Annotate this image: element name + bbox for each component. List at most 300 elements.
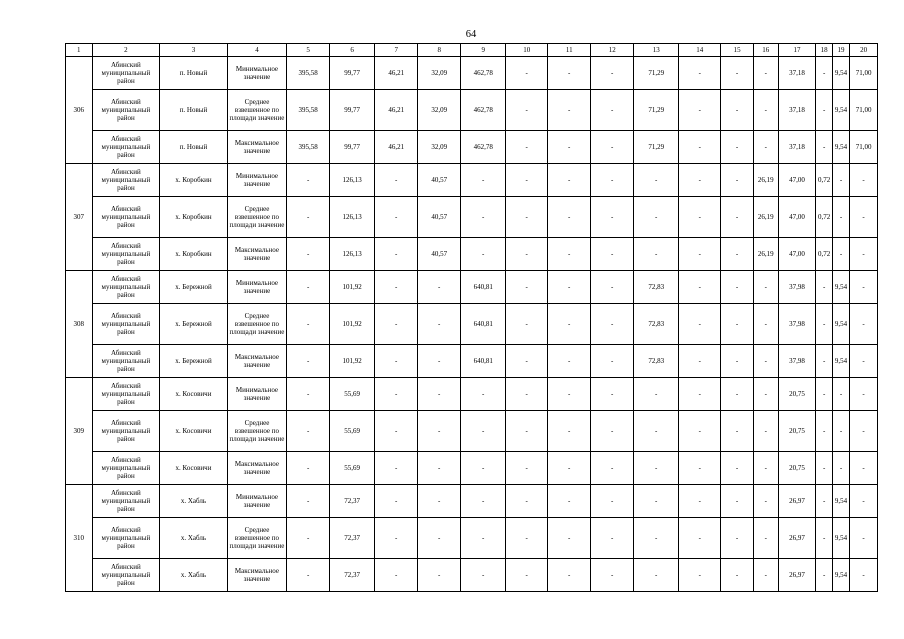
value-cell: 55,69 bbox=[330, 452, 375, 485]
value-type-cell: Среднее взвешенное по площади значение bbox=[227, 197, 286, 238]
value-cell: - bbox=[850, 304, 878, 345]
value-cell: - bbox=[287, 411, 330, 452]
value-cell: - bbox=[461, 518, 506, 559]
value-cell: 40,57 bbox=[418, 197, 461, 238]
value-cell: 47,00 bbox=[778, 238, 816, 271]
value-cell: 37,18 bbox=[778, 90, 816, 131]
row-id-cell: 309 bbox=[66, 378, 93, 485]
value-cell: 9,54 bbox=[832, 518, 849, 559]
value-type-cell: Среднее взвешенное по площади значение bbox=[227, 518, 286, 559]
value-cell: 72,37 bbox=[330, 518, 375, 559]
value-cell: - bbox=[850, 452, 878, 485]
value-cell: - bbox=[816, 57, 832, 90]
area-cell: Абинский муниципальный район bbox=[92, 57, 160, 90]
value-cell: 0,72 bbox=[816, 164, 832, 197]
area-cell: Абинский муниципальный район bbox=[92, 197, 160, 238]
value-cell: - bbox=[679, 131, 721, 164]
value-cell: 37,18 bbox=[778, 131, 816, 164]
value-cell: - bbox=[375, 485, 418, 518]
column-number-header: 2 bbox=[92, 44, 160, 57]
value-cell: - bbox=[679, 90, 721, 131]
value-cell: 26,19 bbox=[753, 164, 778, 197]
value-cell: - bbox=[721, 57, 754, 90]
value-cell: - bbox=[506, 238, 548, 271]
table-row bbox=[66, 345, 878, 378]
value-cell: - bbox=[548, 304, 591, 345]
value-cell: - bbox=[679, 345, 721, 378]
value-cell: 9,54 bbox=[832, 90, 849, 131]
value-cell: 55,69 bbox=[330, 411, 375, 452]
value-cell: - bbox=[816, 304, 832, 345]
value-cell: - bbox=[418, 304, 461, 345]
value-cell: 71,29 bbox=[634, 57, 679, 90]
value-cell: - bbox=[634, 164, 679, 197]
value-cell: 26,19 bbox=[753, 238, 778, 271]
value-cell: - bbox=[591, 518, 634, 559]
table-row bbox=[66, 197, 878, 238]
value-cell: - bbox=[375, 378, 418, 411]
column-number-row bbox=[66, 44, 878, 57]
value-cell: 462,78 bbox=[461, 90, 506, 131]
value-cell: - bbox=[721, 90, 754, 131]
value-cell: - bbox=[506, 518, 548, 559]
value-cell: - bbox=[721, 271, 754, 304]
value-cell: - bbox=[506, 304, 548, 345]
value-cell: - bbox=[753, 271, 778, 304]
value-cell: 9,54 bbox=[832, 131, 849, 164]
value-cell: - bbox=[548, 238, 591, 271]
settlement-cell: х. Косовичи bbox=[160, 378, 228, 411]
value-cell: - bbox=[832, 452, 849, 485]
value-cell: - bbox=[634, 378, 679, 411]
value-cell: - bbox=[287, 271, 330, 304]
value-cell: - bbox=[506, 57, 548, 90]
value-cell: - bbox=[418, 485, 461, 518]
column-number-header: 19 bbox=[832, 44, 849, 57]
value-cell: - bbox=[753, 452, 778, 485]
value-cell: 40,57 bbox=[418, 164, 461, 197]
value-cell: - bbox=[461, 485, 506, 518]
value-cell: 0,72 bbox=[816, 197, 832, 238]
table-row bbox=[66, 304, 878, 345]
value-cell: - bbox=[591, 131, 634, 164]
value-cell: 9,54 bbox=[832, 559, 849, 592]
value-cell: 101,92 bbox=[330, 304, 375, 345]
column-number-header: 6 bbox=[330, 44, 375, 57]
column-number-header: 1 bbox=[66, 44, 93, 57]
value-type-cell: Минимальное значение bbox=[227, 378, 286, 411]
column-number-header: 18 bbox=[816, 44, 832, 57]
value-cell: - bbox=[832, 238, 849, 271]
value-cell: - bbox=[816, 90, 832, 131]
value-cell: - bbox=[679, 57, 721, 90]
table-row bbox=[66, 452, 878, 485]
value-cell: - bbox=[850, 345, 878, 378]
value-cell: - bbox=[753, 57, 778, 90]
area-cell: Абинский муниципальный район bbox=[92, 304, 160, 345]
value-cell: - bbox=[548, 378, 591, 411]
value-cell: - bbox=[375, 345, 418, 378]
value-cell: - bbox=[548, 345, 591, 378]
value-cell: 126,13 bbox=[330, 238, 375, 271]
value-cell: - bbox=[548, 271, 591, 304]
column-number-header: 5 bbox=[287, 44, 330, 57]
value-cell: - bbox=[850, 559, 878, 592]
value-type-cell: Максимальное значение bbox=[227, 345, 286, 378]
value-cell: - bbox=[287, 559, 330, 592]
value-cell: - bbox=[721, 485, 754, 518]
value-cell: 0,72 bbox=[816, 238, 832, 271]
table-body bbox=[66, 44, 878, 592]
value-cell: 47,00 bbox=[778, 164, 816, 197]
value-cell: - bbox=[753, 411, 778, 452]
value-cell: - bbox=[506, 271, 548, 304]
settlement-cell: х. Бережной bbox=[160, 304, 228, 345]
value-cell: - bbox=[816, 485, 832, 518]
settlement-cell: х. Хабль bbox=[160, 559, 228, 592]
area-cell: Абинский муниципальный район bbox=[92, 485, 160, 518]
value-cell: - bbox=[591, 164, 634, 197]
value-cell: - bbox=[375, 238, 418, 271]
row-id-cell: 307 bbox=[66, 164, 93, 271]
value-cell: - bbox=[816, 518, 832, 559]
value-cell: 71,00 bbox=[850, 57, 878, 90]
value-cell: - bbox=[375, 559, 418, 592]
value-cell: - bbox=[679, 304, 721, 345]
value-cell: - bbox=[591, 57, 634, 90]
value-cell: 99,77 bbox=[330, 57, 375, 90]
value-cell: - bbox=[634, 559, 679, 592]
value-cell: 72,83 bbox=[634, 304, 679, 345]
table-row bbox=[66, 238, 878, 271]
value-cell: - bbox=[721, 518, 754, 559]
column-number-header: 20 bbox=[850, 44, 878, 57]
table-row bbox=[66, 90, 878, 131]
value-cell: - bbox=[679, 452, 721, 485]
value-cell: - bbox=[548, 131, 591, 164]
value-type-cell: Минимальное значение bbox=[227, 57, 286, 90]
value-cell: - bbox=[506, 559, 548, 592]
value-cell: - bbox=[418, 452, 461, 485]
area-cell: Абинский муниципальный район bbox=[92, 559, 160, 592]
column-number-header: 8 bbox=[418, 44, 461, 57]
area-cell: Абинский муниципальный район bbox=[92, 518, 160, 559]
area-cell: Абинский муниципальный район bbox=[92, 238, 160, 271]
value-cell: 99,77 bbox=[330, 131, 375, 164]
value-cell: - bbox=[753, 518, 778, 559]
value-cell: - bbox=[832, 164, 849, 197]
value-type-cell: Максимальное значение bbox=[227, 559, 286, 592]
settlement-cell: х. Косовичи bbox=[160, 411, 228, 452]
value-cell: - bbox=[753, 90, 778, 131]
value-cell: - bbox=[375, 164, 418, 197]
value-type-cell: Максимальное значение bbox=[227, 131, 286, 164]
value-cell: 26,97 bbox=[778, 485, 816, 518]
value-cell: 20,75 bbox=[778, 411, 816, 452]
value-cell: - bbox=[287, 485, 330, 518]
value-cell: - bbox=[753, 559, 778, 592]
value-cell: - bbox=[634, 518, 679, 559]
value-cell: - bbox=[287, 452, 330, 485]
value-cell: 32,09 bbox=[418, 90, 461, 131]
value-cell: - bbox=[591, 271, 634, 304]
row-id-cell: 308 bbox=[66, 271, 93, 378]
value-cell: 55,69 bbox=[330, 378, 375, 411]
value-cell: - bbox=[753, 345, 778, 378]
value-cell: - bbox=[634, 197, 679, 238]
value-cell: 72,37 bbox=[330, 485, 375, 518]
column-number-header: 9 bbox=[461, 44, 506, 57]
value-cell: - bbox=[591, 559, 634, 592]
value-cell: - bbox=[548, 485, 591, 518]
value-cell: 101,92 bbox=[330, 345, 375, 378]
value-cell: - bbox=[591, 411, 634, 452]
value-cell: 395,58 bbox=[287, 131, 330, 164]
area-cell: Абинский муниципальный район bbox=[92, 411, 160, 452]
value-cell: 71,29 bbox=[634, 131, 679, 164]
value-cell: 20,75 bbox=[778, 452, 816, 485]
value-cell: - bbox=[634, 238, 679, 271]
data-table bbox=[65, 43, 878, 592]
value-cell: 40,57 bbox=[418, 238, 461, 271]
value-cell: 640,81 bbox=[461, 304, 506, 345]
value-type-cell: Максимальное значение bbox=[227, 238, 286, 271]
value-cell: 462,78 bbox=[461, 131, 506, 164]
area-cell: Абинский муниципальный район bbox=[92, 271, 160, 304]
value-cell: - bbox=[832, 197, 849, 238]
area-cell: Абинский муниципальный район bbox=[92, 131, 160, 164]
value-cell: - bbox=[816, 131, 832, 164]
table-row bbox=[66, 559, 878, 592]
value-cell: 72,83 bbox=[634, 271, 679, 304]
value-cell: - bbox=[679, 197, 721, 238]
value-cell: - bbox=[850, 378, 878, 411]
table-row bbox=[66, 271, 878, 304]
value-cell: - bbox=[753, 304, 778, 345]
value-cell: - bbox=[548, 411, 591, 452]
value-cell: - bbox=[591, 378, 634, 411]
value-cell: - bbox=[548, 90, 591, 131]
value-cell: - bbox=[287, 197, 330, 238]
value-cell: - bbox=[506, 345, 548, 378]
value-cell: - bbox=[548, 164, 591, 197]
table-row bbox=[66, 411, 878, 452]
value-type-cell: Минимальное значение bbox=[227, 485, 286, 518]
value-cell: 26,97 bbox=[778, 559, 816, 592]
value-cell: - bbox=[679, 518, 721, 559]
value-cell: 71,00 bbox=[850, 90, 878, 131]
value-cell: - bbox=[816, 559, 832, 592]
value-cell: - bbox=[461, 378, 506, 411]
value-cell: - bbox=[418, 559, 461, 592]
value-cell: 46,21 bbox=[375, 90, 418, 131]
value-cell: - bbox=[548, 518, 591, 559]
value-cell: 126,13 bbox=[330, 164, 375, 197]
value-cell: - bbox=[816, 345, 832, 378]
value-cell: - bbox=[850, 271, 878, 304]
value-cell: - bbox=[721, 197, 754, 238]
value-cell: - bbox=[287, 345, 330, 378]
settlement-cell: х. Бережной bbox=[160, 345, 228, 378]
value-cell: - bbox=[721, 164, 754, 197]
value-cell: - bbox=[506, 164, 548, 197]
value-cell: - bbox=[591, 452, 634, 485]
value-cell: - bbox=[634, 411, 679, 452]
value-cell: - bbox=[816, 271, 832, 304]
value-cell: - bbox=[721, 559, 754, 592]
table-row bbox=[66, 164, 878, 197]
area-cell: Абинский муниципальный район bbox=[92, 345, 160, 378]
value-cell: 46,21 bbox=[375, 131, 418, 164]
value-type-cell: Максимальное значение bbox=[227, 452, 286, 485]
value-cell: - bbox=[721, 378, 754, 411]
value-cell: - bbox=[634, 452, 679, 485]
settlement-cell: х. Коробкин bbox=[160, 197, 228, 238]
value-cell: - bbox=[375, 518, 418, 559]
value-cell: 47,00 bbox=[778, 197, 816, 238]
column-number-header: 11 bbox=[548, 44, 591, 57]
value-cell: - bbox=[753, 131, 778, 164]
value-cell: 9,54 bbox=[832, 57, 849, 90]
settlement-cell: х. Коробкин bbox=[160, 164, 228, 197]
value-type-cell: Минимальное значение bbox=[227, 271, 286, 304]
value-cell: - bbox=[679, 411, 721, 452]
value-cell: - bbox=[850, 518, 878, 559]
settlement-cell: х. Хабль bbox=[160, 518, 228, 559]
row-id-cell: 306 bbox=[66, 57, 93, 164]
value-cell: - bbox=[591, 90, 634, 131]
value-cell: - bbox=[721, 304, 754, 345]
value-type-cell: Среднее взвешенное по площади значение bbox=[227, 411, 286, 452]
value-cell: - bbox=[753, 485, 778, 518]
settlement-cell: х. Косовичи bbox=[160, 452, 228, 485]
value-cell: 640,81 bbox=[461, 345, 506, 378]
value-cell: 9,54 bbox=[832, 304, 849, 345]
value-cell: - bbox=[721, 238, 754, 271]
value-cell: 71,00 bbox=[850, 131, 878, 164]
table-row bbox=[66, 378, 878, 411]
value-cell: - bbox=[506, 90, 548, 131]
value-cell: - bbox=[721, 345, 754, 378]
value-cell: 71,29 bbox=[634, 90, 679, 131]
value-cell: - bbox=[506, 131, 548, 164]
value-cell: 26,97 bbox=[778, 518, 816, 559]
value-cell: - bbox=[850, 164, 878, 197]
settlement-cell: п. Новый bbox=[160, 131, 228, 164]
settlement-cell: х. Хабль bbox=[160, 485, 228, 518]
value-cell: - bbox=[418, 518, 461, 559]
column-number-header: 3 bbox=[160, 44, 228, 57]
value-cell: - bbox=[287, 304, 330, 345]
column-number-header: 16 bbox=[753, 44, 778, 57]
value-cell: - bbox=[679, 164, 721, 197]
value-cell: - bbox=[375, 271, 418, 304]
value-cell: - bbox=[287, 238, 330, 271]
value-cell: - bbox=[591, 238, 634, 271]
value-cell: 20,75 bbox=[778, 378, 816, 411]
settlement-cell: х. Бережной bbox=[160, 271, 228, 304]
value-cell: - bbox=[850, 411, 878, 452]
value-cell: - bbox=[591, 485, 634, 518]
value-cell: - bbox=[375, 197, 418, 238]
column-number-header: 12 bbox=[591, 44, 634, 57]
column-number-header: 7 bbox=[375, 44, 418, 57]
value-cell: - bbox=[679, 485, 721, 518]
value-cell: - bbox=[287, 164, 330, 197]
value-cell: 126,13 bbox=[330, 197, 375, 238]
value-cell: - bbox=[634, 485, 679, 518]
area-cell: Абинский муниципальный район bbox=[92, 164, 160, 197]
value-cell: - bbox=[591, 197, 634, 238]
page-number: 64 bbox=[465, 29, 477, 40]
value-cell: - bbox=[506, 485, 548, 518]
value-cell: - bbox=[679, 238, 721, 271]
value-cell: - bbox=[548, 57, 591, 90]
column-number-header: 10 bbox=[506, 44, 548, 57]
table-row bbox=[66, 518, 878, 559]
row-id-cell: 310 bbox=[66, 485, 93, 592]
value-cell: - bbox=[816, 411, 832, 452]
value-cell: - bbox=[721, 411, 754, 452]
column-number-header: 15 bbox=[721, 44, 754, 57]
settlement-cell: п. Новый bbox=[160, 90, 228, 131]
value-cell: - bbox=[753, 378, 778, 411]
value-cell: - bbox=[287, 378, 330, 411]
value-cell: 462,78 bbox=[461, 57, 506, 90]
column-number-header: 17 bbox=[778, 44, 816, 57]
value-type-cell: Среднее взвешенное по площади значение bbox=[227, 90, 286, 131]
table-row bbox=[66, 131, 878, 164]
value-cell: - bbox=[375, 304, 418, 345]
value-cell: 395,58 bbox=[287, 90, 330, 131]
value-cell: - bbox=[461, 411, 506, 452]
value-cell: 9,54 bbox=[832, 271, 849, 304]
value-cell: 640,81 bbox=[461, 271, 506, 304]
value-cell: 9,54 bbox=[832, 345, 849, 378]
area-cell: Абинский муниципальный район bbox=[92, 90, 160, 131]
value-cell: - bbox=[721, 452, 754, 485]
value-cell: - bbox=[548, 559, 591, 592]
value-cell: - bbox=[506, 378, 548, 411]
value-cell: 37,18 bbox=[778, 57, 816, 90]
value-cell: - bbox=[548, 452, 591, 485]
value-cell: - bbox=[418, 411, 461, 452]
value-cell: - bbox=[816, 378, 832, 411]
value-cell: 72,37 bbox=[330, 559, 375, 592]
value-cell: - bbox=[548, 197, 591, 238]
area-cell: Абинский муниципальный район bbox=[92, 378, 160, 411]
value-cell: 101,92 bbox=[330, 271, 375, 304]
value-cell: - bbox=[418, 271, 461, 304]
value-cell: - bbox=[461, 452, 506, 485]
value-cell: - bbox=[506, 411, 548, 452]
table-row bbox=[66, 485, 878, 518]
column-number-header: 4 bbox=[227, 44, 286, 57]
value-cell: 32,09 bbox=[418, 131, 461, 164]
value-cell: 395,58 bbox=[287, 57, 330, 90]
value-cell: 9,54 bbox=[832, 485, 849, 518]
value-cell: 37,98 bbox=[778, 271, 816, 304]
value-cell: - bbox=[832, 378, 849, 411]
value-cell: - bbox=[850, 197, 878, 238]
value-cell: - bbox=[375, 452, 418, 485]
value-cell: 72,83 bbox=[634, 345, 679, 378]
value-cell: - bbox=[287, 518, 330, 559]
value-cell: - bbox=[461, 197, 506, 238]
value-cell: - bbox=[461, 164, 506, 197]
value-cell: 32,09 bbox=[418, 57, 461, 90]
value-cell: - bbox=[418, 345, 461, 378]
